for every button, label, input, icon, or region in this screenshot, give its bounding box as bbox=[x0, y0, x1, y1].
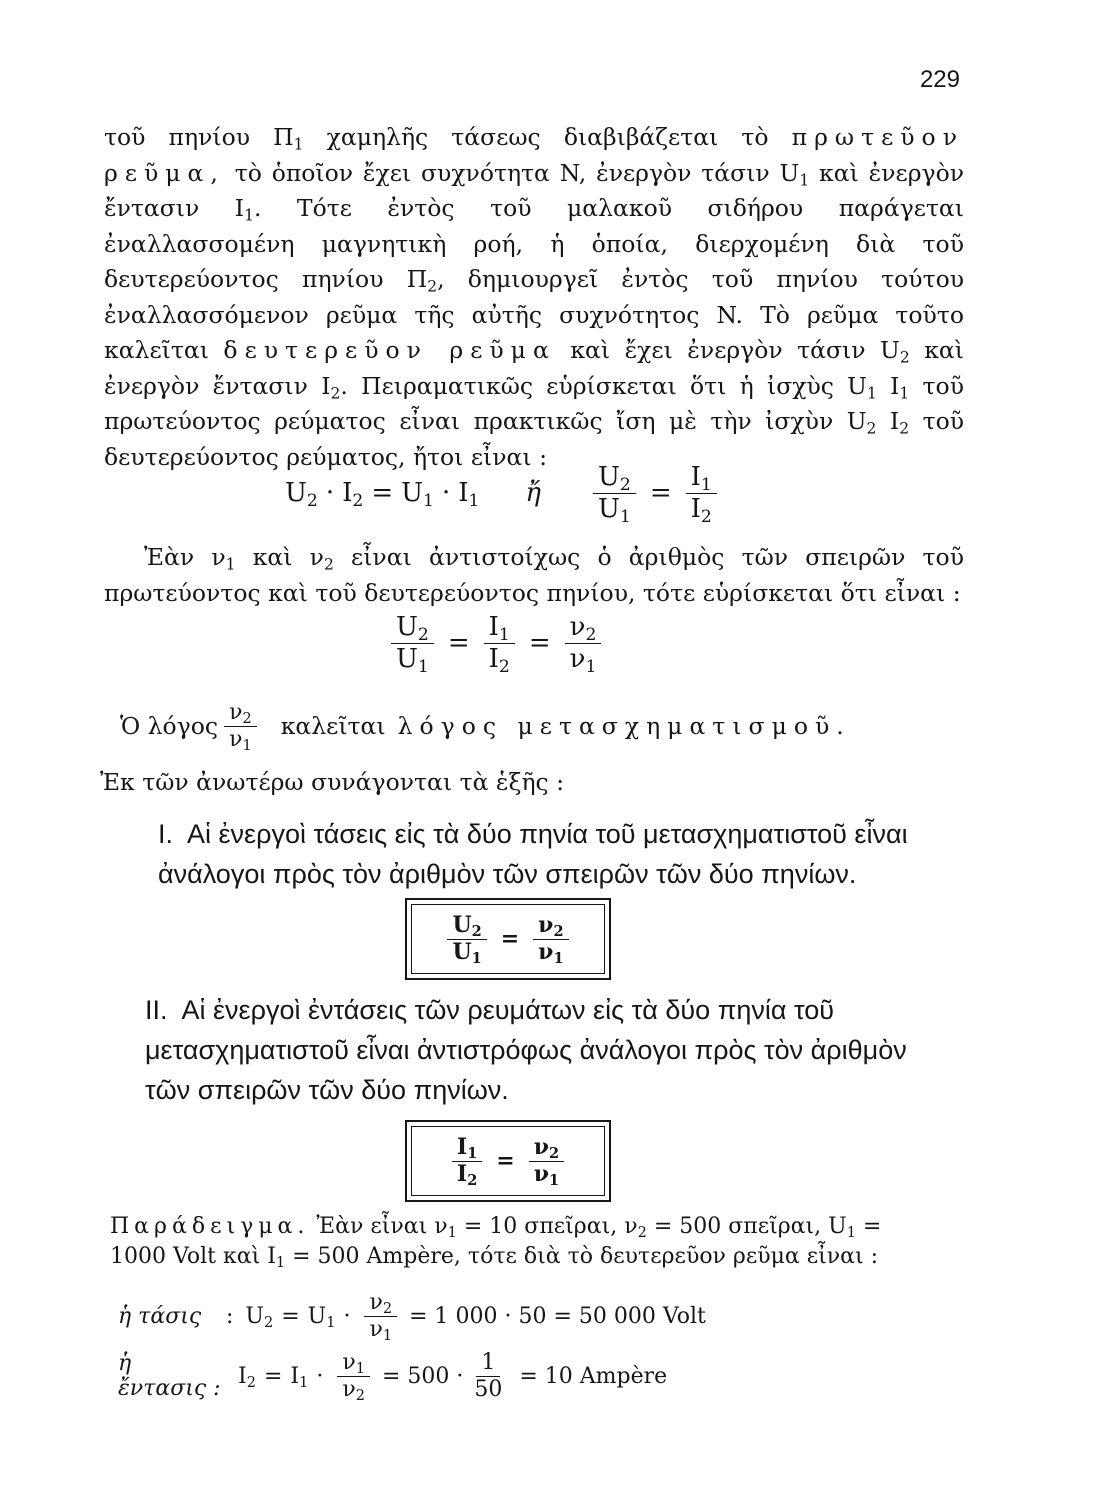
equation-power-balance: $U_2$ · $I_2$ = $U_1$ · $I_1$ ἤ $\frac{U_2}{U_1}$ = $\frac{I_1}{I_2}$ bbox=[285, 462, 723, 524]
page-number: 229 bbox=[919, 66, 960, 93]
example-paragraph: Παράδειγμα. Ἐὰν εἶναι $\nu_1 = 10$ σπεῖραι, $\nu_2 = 500$ σπεῖραι, $U_1 = 1000$ Volt καὶ $I_1 = 500$ Ampère, τότε διὰ τὸ δευτερεῦον ρεῦμα εἶναι : bbox=[110, 1214, 882, 1272]
paragraph-consequences: Ἐκ τῶν ἀνωτέρω συνάγονται τὰ ἑξῆς : bbox=[100, 768, 565, 796]
ratio-definition-line: Ὁ λόγος $\frac{\nu_2}{\nu_1}$ καλεῖται λόγος μετασχηματισμοῦ. bbox=[120, 700, 851, 755]
term-secondary-current: δευτερεῦον ρεῦμα bbox=[223, 336, 556, 364]
paragraph-primary-secondary: τοῦ πηνίου $\Pi_1$ χαμηλῆς τάσεως διαβιβάζεται τὸ πρωτεῦον ρεῦμα, τὸ ὁποῖον ἔχει συχνότητα N, ἐνεργὸν τάσιν $U_1$ καὶ ἐνεργὸν ἔντασιν $I_1$. Τότε ἐντὸς τοῦ μαλακοῦ σιδήρου παράγεται ἐναλλασσομένη μαγνητικὴ ροή, ἡ ὁποία, διερχομένη διὰ τοῦ δευτερεύοντος πηνίου $\Pi_2$, δημιουργεῖ ἐντὸς τοῦ πηνίου τούτου ἐναλλασσόμενον ρεῦμα τῆς αὐτῆς συχνότητος N. Τὸ ρεῦμα τοῦτο καλεῖται δευτερεῦον ρεῦμα καὶ ἔχει ἐνεργὸν τάσιν $U_2$ καὶ ἐνεργὸν ἔντασιν $I_2$. Πειραματικῶς εὑρίσκεται ὅτι ἡ ἰσχὺς $U_1$ $I_1$ τοῦ πρωτεύοντος ρεύματος εἶναι πρακτικῶς ἴση μὲ τὴν ἰσχὺν $U_2$ $I_2$ τοῦ δευτερεύοντος ρεύματος, ἤτοι εἶναι : bbox=[104, 123, 965, 471]
example-label: Παράδειγμα. bbox=[110, 1214, 310, 1239]
term-primary-current: πρωτεῦον ρεῦμα, bbox=[104, 123, 964, 187]
term-transformation-ratio: λόγος μετασχηματισμοῦ. bbox=[397, 712, 851, 741]
rule-two: II. Αἱ ἐνεργοὶ ἐντάσεις τῶν ρευμάτων εἰς τὰ δύο πηνία τοῦ μετασχηματιστοῦ εἶναι ἀντιστρόφως ἀνάλογοι πρὸς τὸν ἀριθμὸν τῶν σπειρῶν τῶν δύο πηνίων. bbox=[145, 995, 907, 1105]
equation-turns-ratio: $\frac{U_2}{U_1}$ = $\frac{I_1}{I_2}$ = $\frac{\nu_2}{\nu_1}$ bbox=[385, 612, 607, 674]
calc-current: ἡ ἔντασις : $I_2$ = $I_1$ · $\frac{\nu_1}{\nu_2}$ = 500 · $\frac{1}{50}$ = 10 Ampère bbox=[118, 1350, 668, 1405]
paragraph-turns: Ἐὰν $\nu_1$ καὶ $\nu_2$ εἶναι ἀντιστοίχως ὁ ἀριθμὸς τῶν σπειρῶν τοῦ πρωτεύοντος καὶ τοῦ δευτερεύοντος πηνίου, τότε εὑρίσκεται ὅτι εἶναι : bbox=[104, 543, 964, 607]
boxed-formula-voltage: $\frac{U_2}{U_1}$ = $\frac{\nu_2}{\nu_1}$ bbox=[405, 898, 611, 980]
boxed-formula-current: $\frac{I_1}{I_2}$ = $\frac{\nu_2}{\nu_1}$ bbox=[405, 1120, 611, 1202]
rule-one: I. Αἱ ἐνεργοὶ τάσεις εἰς τὰ δύο πηνία τοῦ μετασχηματιστοῦ εἶναι ἀνάλογοι πρὸς τὸν ἀριθμὸν τῶν σπειρῶν τῶν δύο πηνίων. bbox=[158, 819, 908, 889]
calc-voltage: ἡ τάσις : $U_2$ = $U_1$ · $\frac{\nu_2}{\nu_1}$ = 1 000 · 50 = 50 000 Volt bbox=[118, 1290, 706, 1345]
